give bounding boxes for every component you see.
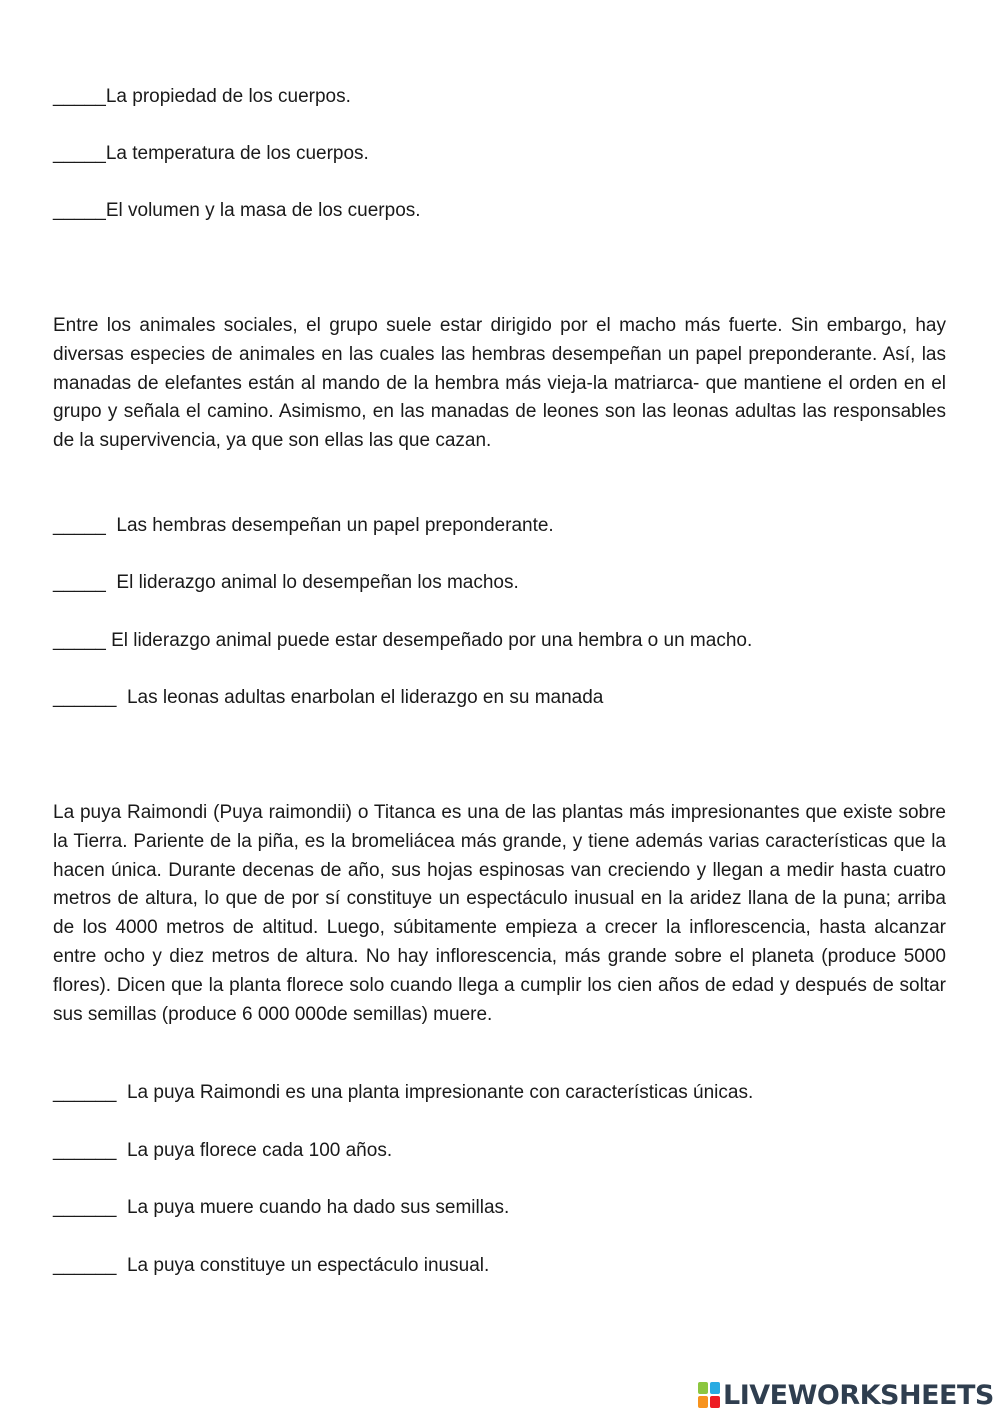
- statement-item: ______ La puya Raimondi es una planta impresionante con características únicas.: [53, 1082, 754, 1103]
- statement-item: _____ El liderazgo animal puede estar desempeñado por una hembra o un macho.: [53, 630, 753, 651]
- logo-mark-tile: [710, 1396, 720, 1408]
- statement-item: ______ Las leonas adultas enarbolan el liderazgo en su manada: [53, 687, 604, 708]
- statement-item: ______ La puya muere cuando ha dado sus semillas.: [53, 1197, 510, 1218]
- statement-item: _____ El liderazgo animal lo desempeñan los machos.: [53, 572, 519, 593]
- logo-mark-icon: [698, 1382, 720, 1408]
- logo-mark-tile: [710, 1382, 720, 1394]
- reading-paragraph-puya: La puya Raimondi (Puya raimondii) o Titanca es una de las plantas más impresionantes que existe sobre la Tierra. Pariente de la piña, es la bromeliácea más grande, y tiene además varias características que la hacen única. Durante decenas de año, sus hojas espinosas van creciendo y llegan a medir hasta cuatro metros de altura, lo que de por sí constituye un espectáculo inusual en la aridez llana de la puna; arriba de los 4000 metros de altitud. Luego, súbitamente empieza a crecer la inflorescencia, hasta alcanzar entre ocho y diez metros de altura. No hay inflorescencia, más grande sobre el planeta (produce 5000 flores). Dicen que la planta florece solo cuando llega a cumplir los cien años de edad y después de soltar sus semillas (produce 6 000 000de semillas) muere.: [53, 802, 946, 1025]
- reading-paragraph-animals: Entre los animales sociales, el grupo suele estar dirigido por el macho más fuerte. Sin embargo, hay diversas especies de animales en las cuales las hembras desempeñan un papel preponderante. Así, las manadas de elefantes están al mando de la hembra más vieja-la matriarca- que mantiene el orden en el grupo y señala el camino. Asimismo, en las manadas de leones son las leonas adultas las responsables de la supervivencia, ya que son ellas las que cazan.: [53, 315, 946, 452]
- statement-item: ______ La puya constituye un espectáculo inusual.: [53, 1255, 490, 1276]
- logo-mark-tile: [698, 1396, 708, 1408]
- logo-mark-tile: [698, 1382, 708, 1394]
- statement-item: _____La propiedad de los cuerpos.: [53, 86, 351, 107]
- statement-item: _____ Las hembras desempeñan un papel preponderante.: [53, 515, 554, 536]
- liveworksheets-logo[interactable]: [698, 1378, 994, 1412]
- statement-item: _____La temperatura de los cuerpos.: [53, 143, 369, 164]
- statement-item: ______ La puya florece cada 100 años.: [53, 1140, 393, 1161]
- logo-text: LIVEWORKSHEETS: [723, 1379, 994, 1411]
- statement-item: _____El volumen y la masa de los cuerpos.: [53, 200, 421, 221]
